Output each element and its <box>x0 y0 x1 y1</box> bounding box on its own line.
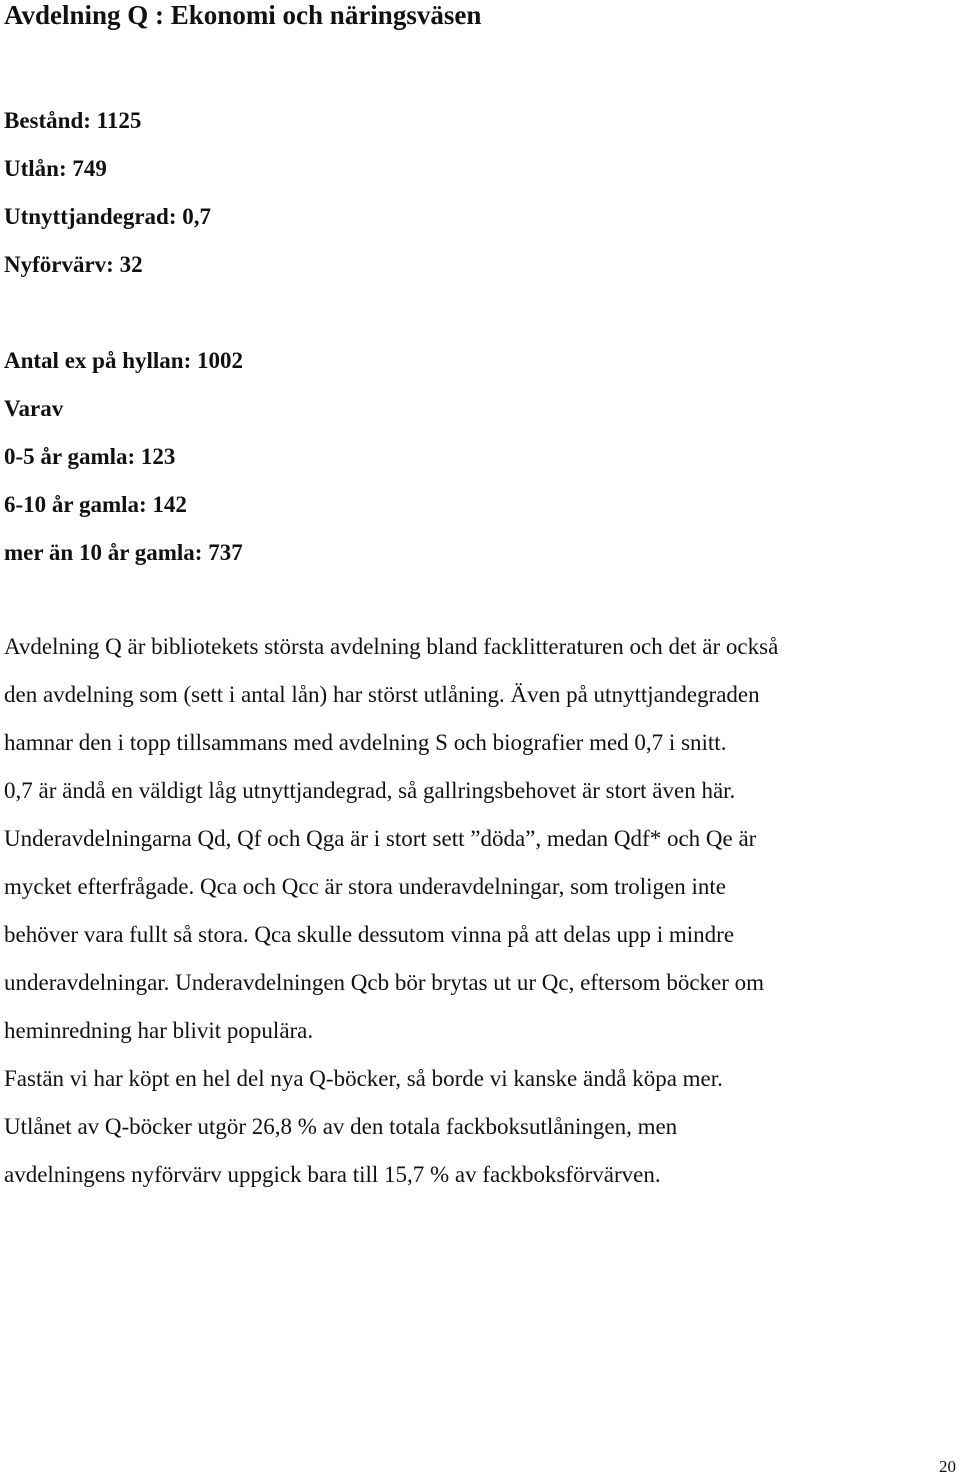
body-text-line: underavdelningar. Underavdelningen Qcb bör brytas ut ur Qc, eftersom böcker om <box>4 970 765 995</box>
body-text-line: avdelningens nyförvärv uppgick bara till 15,7 % av fackboksförvärven. <box>4 1162 661 1187</box>
page-number: 20 <box>939 1457 956 1476</box>
body-text-line: heminredning har blivit populära. <box>4 1018 314 1043</box>
stat-utnyttjandegrad: Utnyttjandegrad: 0,7 <box>4 204 211 229</box>
stat-varav: Varav <box>4 396 64 421</box>
stat-age-10-plus: mer än 10 år gamla: 737 <box>4 540 243 565</box>
body-text-line: mycket efterfrågade. Qca och Qcc är stora underavdelningar, som troligen inte <box>4 874 726 899</box>
body-text-line: Underavdelningarna Qd, Qf och Qga är i stort sett ”döda”, medan Qdf* och Qe är <box>4 826 757 851</box>
stat-utlan: Utlån: 749 <box>4 156 107 181</box>
stat-nyforvarv: Nyförvärv: 32 <box>4 252 143 277</box>
body-text-line: Avdelning Q är bibliotekets största avdelning bland facklitteraturen och det är också <box>4 634 779 659</box>
page-title: Avdelning Q : Ekonomi och näringsväsen <box>4 0 482 30</box>
body-text-line: Fastän vi har köpt en hel del nya Q-böcker, så borde vi kanske ändå köpa mer. <box>4 1066 723 1091</box>
body-text-line: Utlånet av Q-böcker utgör 26,8 % av den totala fackboksutlåningen, men <box>4 1114 678 1139</box>
stat-bestand: Bestånd: 1125 <box>4 108 142 133</box>
body-text-line: behöver vara fullt så stora. Qca skulle dessutom vinna på att delas upp i mindre <box>4 922 735 947</box>
stat-age-0-5: 0-5 år gamla: 123 <box>4 444 176 469</box>
body-text-line: 0,7 är ändå en väldigt låg utnyttjandegrad, så gallringsbehovet är stort även här. <box>4 778 736 803</box>
body-text-line: den avdelning som (sett i antal lån) har störst utlåning. Även på utnyttjandegraden <box>4 682 760 707</box>
body-text-line: hamnar den i topp tillsammans med avdelning S och biografier med 0,7 i snitt. <box>4 730 727 755</box>
stat-antal-ex: Antal ex på hyllan: 1002 <box>4 348 243 373</box>
stat-age-6-10: 6-10 år gamla: 142 <box>4 492 187 517</box>
